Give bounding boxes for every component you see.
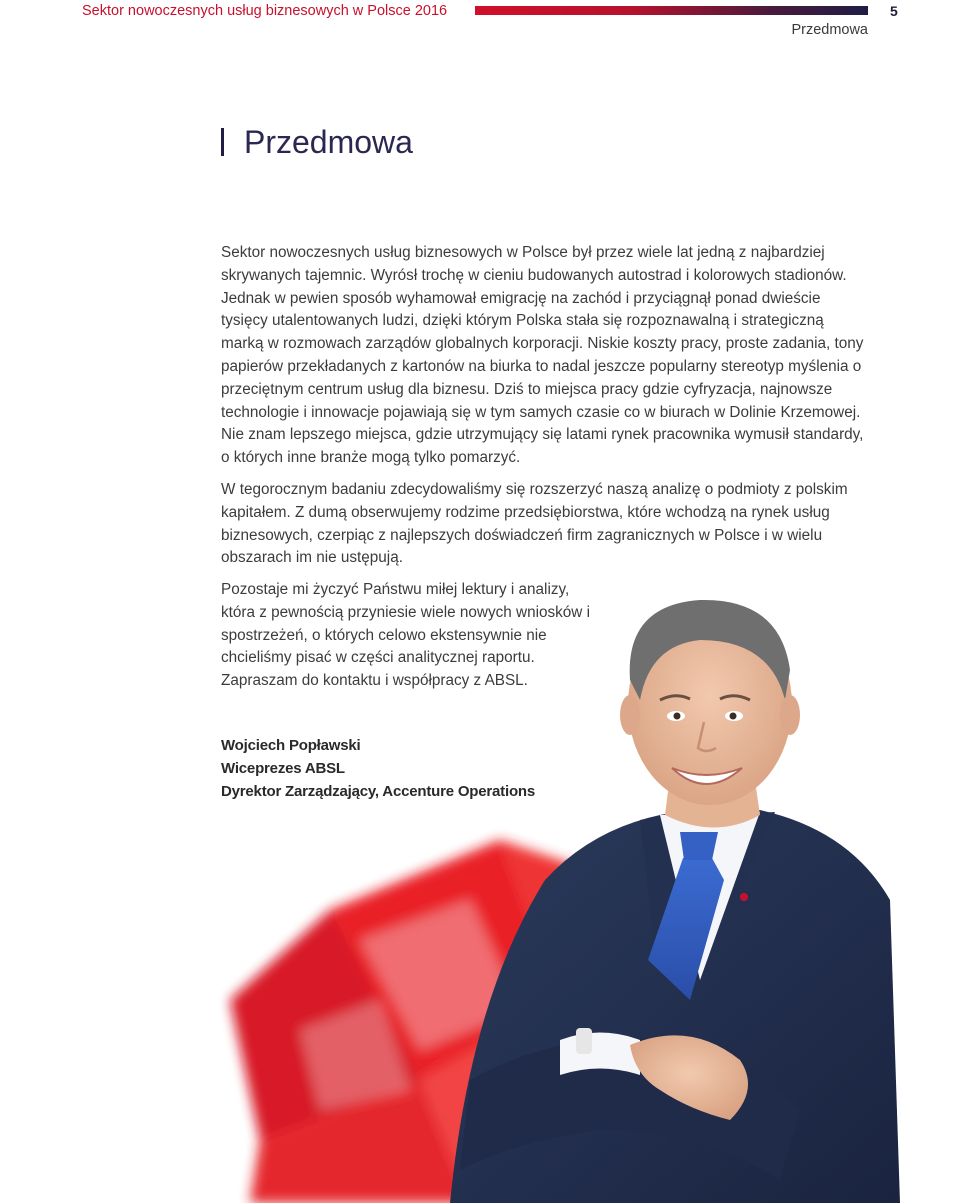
paragraph-3 xyxy=(221,579,601,702)
title-accent-bar xyxy=(221,128,224,156)
page-title: Przedmowa xyxy=(244,123,413,160)
page-number: 5 xyxy=(890,3,898,19)
signature-block xyxy=(221,734,535,803)
paragraph-2 xyxy=(221,479,869,579)
signature-name: Wojciech Popławski xyxy=(221,737,361,754)
publication-title: Sektor nowoczesnych usług biznesowych w Polsce 2016 xyxy=(82,3,448,19)
paragraph-text: W tegorocznym badaniu zdecydowaliśmy się rozszerzyć naszą analizę o podmioty z polskim kapitałem. Z dumą obserwujemy rodzime przedsiębiorstwa, które wchodzą na rynek usług biznesowych, czerpiąc z najlepszych doświadczeń firm zagranicznych w Polsce i w wielu obszarach im nie ustępują. xyxy=(221,481,848,567)
header-accent-bar xyxy=(475,6,868,15)
paragraph-1 xyxy=(221,242,869,479)
signature-role: Wiceprezes ABSL xyxy=(221,760,345,777)
running-section-name: Przedmowa xyxy=(791,22,868,38)
signature-position: Dyrektor Zarządzający, Accenture Operations xyxy=(221,783,536,800)
title-block xyxy=(221,122,413,162)
paragraph-text: Sektor nowoczesnych usług biznesowych w Polsce był przez wiele lat jedną z najbardziej skrywanych tajemnic. Wyrósł trochę w cieniu budowanych autostrad i kolorowych stadionów. Jednak w pewien sposób wyhamował emigrację na zachód i przyciągnął ponad dwieście tysięcy utalentowanych ludzi, dzięki którym Polska stała się rozpoznawalną i strategiczną marką w rozmowach zarządów globalnych korporacji. Niskie koszty pracy, proste zadania, tony papierów przekładanych z kartonów na biurka to nadal jeszcze popularny stereotyp myślenia o przeciętnym centrum usług dla biznesu. Dziś to miejsca pracy gdzie cyfryzacja, najnowsze technologie i innowacje pojawiają się w tym samych czasie co w biurach w Dolinie Krzemowej. Nie znam lepszego miejsca, gdzie utrzymujący się latami rynek pracownika wymusił standardy, o których inne branże mogą tylko pomarzyć. xyxy=(221,244,864,467)
paragraph-text: Pozostaje mi życzyć Państwu miłej lektury i analizy, która z pewnością przyniesie wiele nowych wniosków i spostrzeżeń, o których celowo ekstensywnie nie chcieliśmy pisać w części analitycznej raportu. Zapraszam do kontaktu i współpracy z ABSL. xyxy=(221,581,590,690)
